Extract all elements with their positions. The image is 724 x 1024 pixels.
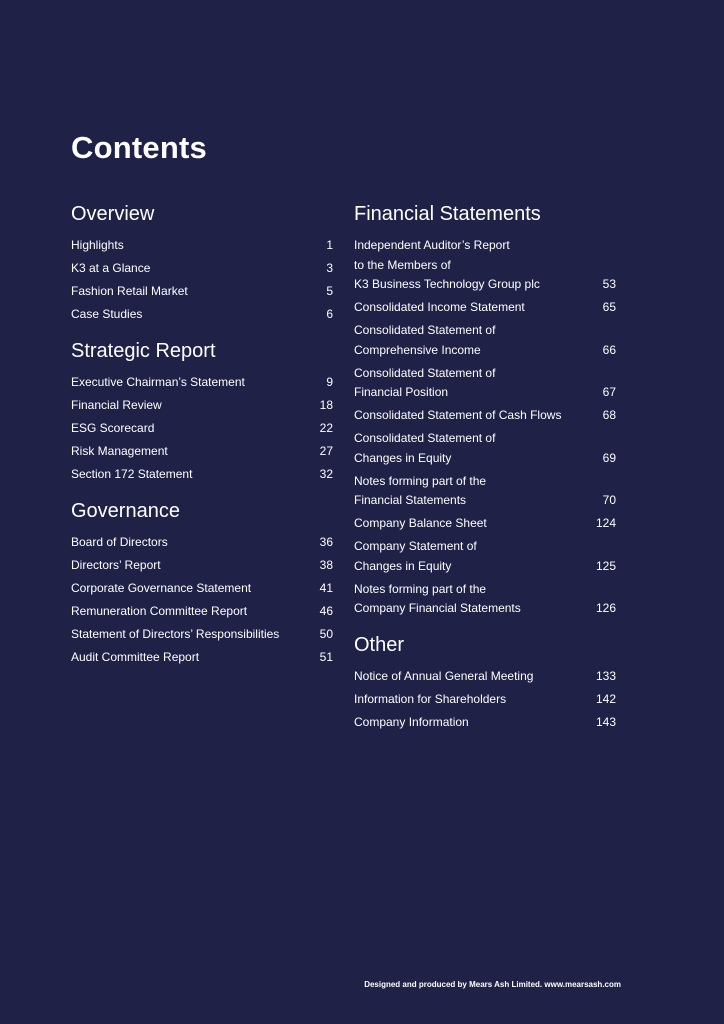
contents-entry[interactable] [354,512,616,535]
entry-page-number: 126 [595,601,616,615]
contents-entry[interactable] [71,463,333,486]
contents-left-column [71,200,333,669]
entry-label: Notes forming part of the Company Financial Statements [354,581,521,615]
entry-label: Case Studies [71,307,143,321]
entry-page-number: 51 [319,650,333,664]
section-title: Governance [71,500,180,522]
entry-label: Consolidated Statement of Comprehensive Income [354,323,496,357]
entry-page-number: 69 [602,450,616,465]
entry-page-number: 53 [602,277,616,291]
entry-page-number: 68 [602,408,616,422]
entry-page-number: 18 [319,398,333,412]
contents-entry[interactable] [71,234,333,257]
entry-page-number: 1 [326,238,333,252]
contents-entry[interactable] [71,600,333,623]
section-gap [71,486,333,497]
contents-entry[interactable] [354,535,616,578]
entry-page-number: 70 [602,493,616,507]
entry-page-number: 36 [319,535,333,549]
entry-label: Consolidated Income Statement [354,300,525,314]
entry-page-number: 27 [319,444,333,458]
entry-page-number: 65 [602,300,616,314]
entry-label: Company Balance Sheet [354,516,487,530]
contents-section [71,497,333,669]
entry-label: Fashion Retail Market [71,284,188,298]
entry-label: Board of Directors [71,535,168,549]
entry-label: Company Information [354,715,469,729]
entry-label: K3 at a Glance [71,261,151,275]
entry-label: Notice of Annual General Meeting [354,669,534,683]
entry-page-number: 6 [326,307,333,321]
entry-label: Financial Review [71,398,162,412]
entry-page-number: 125 [595,558,616,573]
entry-label: Consolidated Statement of Changes in Equity [354,431,496,465]
section-title: Overview [71,203,155,225]
footer-credit: Designed and produced by Mears Ash Limited. www.mearsash.com [364,980,621,989]
entry-page-number: 46 [319,604,333,618]
entry-page-number: 3 [326,261,333,275]
section-title: Other [354,634,405,656]
contents-entry[interactable] [354,319,616,362]
entry-label: Executive Chairman’s Statement [71,375,245,389]
contents-entry[interactable] [354,427,616,470]
entry-label: ESG Scorecard [71,421,155,435]
contents-section [71,200,333,326]
entry-label: Company Statement of Changes in Equity [354,539,477,573]
contents-entry[interactable] [354,404,616,427]
section-title: Strategic Report [71,340,216,362]
entry-page-number: 5 [326,284,333,298]
section-gap [71,326,333,337]
entry-label: Information for Shareholders [354,692,507,706]
contents-entry[interactable] [71,371,333,394]
contents-entry[interactable] [71,303,333,326]
entry-page-number: 67 [602,385,616,399]
page-title: Contents [71,130,207,165]
entry-label: Consolidated Statement of Cash Flows [354,408,562,422]
contents-entry[interactable] [71,554,333,577]
contents-entry[interactable] [71,531,333,554]
entry-page-number: 22 [319,421,333,435]
contents-entry[interactable] [71,577,333,600]
contents-entry[interactable] [354,470,616,513]
entry-page-number: 50 [319,627,333,641]
entry-label: Corporate Governance Statement [71,581,252,595]
entry-label: Remuneration Committee Report [71,604,248,618]
entry-page-number: 41 [319,581,333,595]
contents-entry[interactable] [71,440,333,463]
contents-entry[interactable] [71,646,333,669]
contents-entry[interactable] [71,257,333,280]
contents-entry[interactable] [354,665,616,688]
section-title: Financial Statements [354,203,541,225]
contents-entry[interactable] [71,394,333,417]
entry-label: Highlights [71,238,124,252]
contents-right-column [354,200,616,734]
entry-page-number: 66 [602,342,616,357]
entry-page-number: 9 [326,375,333,389]
entry-label: Statement of Directors’ Responsibilities [71,627,280,641]
entry-label: Consolidated Statement of Financial Position [354,365,496,399]
entry-label: Independent Auditor’s Report to the Members of K3 Business Technology Group plc [354,238,540,291]
entry-label: Directors’ Report [71,558,161,572]
entry-page-number: 124 [595,516,616,530]
contents-entry[interactable] [354,578,616,621]
contents-entry[interactable] [354,711,616,734]
contents-section [71,337,333,486]
entry-page-number: 142 [595,692,616,706]
entry-label: Section 172 Statement [71,467,193,481]
contents-entry[interactable] [354,234,616,296]
contents-entry[interactable] [71,280,333,303]
contents-entry[interactable] [71,623,333,646]
entry-page-number: 133 [595,669,616,683]
contents-section [354,200,616,620]
contents-entry[interactable] [354,362,616,405]
section-gap [354,620,616,631]
entry-page-number: 32 [319,467,333,481]
entry-label: Notes forming part of the Financial Statements [354,473,487,507]
contents-section [354,631,616,734]
entry-label: Risk Management [71,444,168,458]
entry-page-number: 143 [595,715,616,729]
entry-page-number: 38 [319,558,333,572]
contents-entry[interactable] [71,417,333,440]
entry-label: Audit Committee Report [71,650,200,664]
contents-entry[interactable] [354,296,616,319]
contents-entry[interactable] [354,688,616,711]
